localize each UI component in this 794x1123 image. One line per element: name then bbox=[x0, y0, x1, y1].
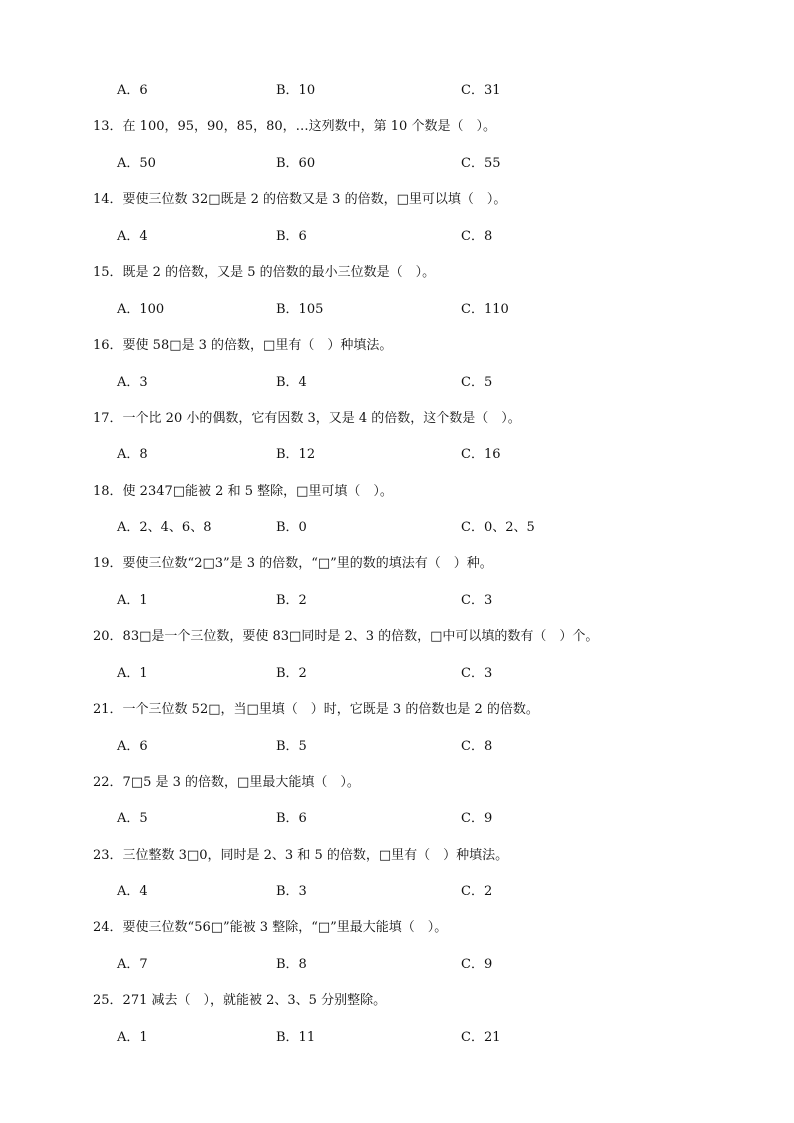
option-b[interactable]: B．4 bbox=[276, 375, 307, 390]
option-c[interactable]: C．21 bbox=[461, 1030, 501, 1045]
option-c[interactable]: C．3 bbox=[461, 593, 493, 608]
question-23 bbox=[0, 845, 794, 867]
question-text: 25．271 减去（ ），就能被 2、3、5 分别整除。 bbox=[93, 993, 387, 1008]
option-c[interactable]: C．8 bbox=[461, 739, 493, 754]
option-c[interactable]: C．8 bbox=[461, 229, 493, 244]
option-c[interactable]: C．0、2、5 bbox=[461, 520, 535, 535]
option-b[interactable]: B．60 bbox=[276, 156, 316, 171]
question-14 bbox=[0, 189, 794, 211]
options-row bbox=[0, 590, 794, 612]
question-text: 22．7□5 是 3 的倍数，□里最大能填（ ）。 bbox=[93, 775, 360, 790]
question-22 bbox=[0, 772, 794, 794]
option-b[interactable]: B．105 bbox=[276, 302, 324, 317]
option-a[interactable]: A．3 bbox=[117, 375, 148, 390]
option-b[interactable]: B．3 bbox=[276, 884, 307, 899]
option-b[interactable]: B．6 bbox=[276, 811, 307, 826]
question-21 bbox=[0, 699, 794, 721]
option-c[interactable]: C．31 bbox=[461, 83, 501, 98]
options-row bbox=[0, 881, 794, 903]
question-15 bbox=[0, 262, 794, 284]
option-b[interactable]: B．0 bbox=[276, 520, 307, 535]
option-a[interactable]: A．1 bbox=[117, 593, 148, 608]
question-13 bbox=[0, 116, 794, 138]
question-19 bbox=[0, 553, 794, 575]
question-text: 20．83□是一个三位数，要使 83□同时是 2、3 的倍数，□中可以填的数有（ ）个。 bbox=[93, 629, 599, 644]
options-row bbox=[0, 444, 794, 466]
options-row bbox=[0, 517, 794, 539]
question-text: 13．在 100，95，90，85，80，…这列数中，第 10 个数是（ ）。 bbox=[93, 119, 496, 134]
question-text: 14．要使三位数 32□既是 2 的倍数又是 3 的倍数，□里可以填（ ）。 bbox=[93, 192, 507, 207]
option-a[interactable]: A．2、4、6、8 bbox=[117, 520, 212, 535]
option-a[interactable]: A．8 bbox=[117, 447, 148, 462]
option-c[interactable]: C．9 bbox=[461, 811, 493, 826]
options-row bbox=[0, 954, 794, 976]
option-a[interactable]: A．1 bbox=[117, 1030, 148, 1045]
option-a[interactable]: A．1 bbox=[117, 666, 148, 681]
option-a[interactable]: A．6 bbox=[117, 83, 148, 98]
question-text: 15．既是 2 的倍数，又是 5 的倍数的最小三位数是（ ）。 bbox=[93, 265, 436, 280]
option-c[interactable]: C．5 bbox=[461, 375, 493, 390]
option-a[interactable]: A．5 bbox=[117, 811, 148, 826]
option-c[interactable]: C．110 bbox=[461, 302, 509, 317]
option-b[interactable]: B．12 bbox=[276, 447, 316, 462]
option-b[interactable]: B．11 bbox=[276, 1030, 316, 1045]
option-a[interactable]: A．4 bbox=[117, 229, 148, 244]
options-row bbox=[0, 153, 794, 175]
options-row bbox=[0, 1027, 794, 1049]
option-a[interactable]: A．4 bbox=[117, 884, 148, 899]
option-c[interactable]: C．9 bbox=[461, 957, 493, 972]
question-16 bbox=[0, 335, 794, 357]
question-24 bbox=[0, 917, 794, 939]
question-text: 24．要使三位数“56□”能被 3 整除，“□”里最大能填（ ）。 bbox=[93, 920, 448, 935]
option-c[interactable]: C．16 bbox=[461, 447, 501, 462]
question-18 bbox=[0, 481, 794, 503]
option-c[interactable]: C．2 bbox=[461, 884, 493, 899]
options-row bbox=[0, 663, 794, 685]
options-row bbox=[0, 736, 794, 758]
options-row bbox=[0, 226, 794, 248]
question-25 bbox=[0, 990, 794, 1012]
option-a[interactable]: A．7 bbox=[117, 957, 148, 972]
question-text: 17．一个比 20 小的偶数，它有因数 3，又是 4 的倍数，这个数是（ ）。 bbox=[93, 411, 521, 426]
option-b[interactable]: B．2 bbox=[276, 666, 307, 681]
question-text: 16．要使 58□是 3 的倍数，□里有（ ）种填法。 bbox=[93, 338, 393, 353]
question-text: 19．要使三位数“2□3”是 3 的倍数，“□”里的数的填法有（ ）种。 bbox=[93, 556, 493, 571]
question-text: 23．三位整数 3□0，同时是 2、3 和 5 的倍数，□里有（ ）种填法。 bbox=[93, 848, 509, 863]
question-17 bbox=[0, 408, 794, 430]
question-text: 21．一个三位数 52□，当□里填（ ）时，它既是 3 的倍数也是 2 的倍数。 bbox=[93, 702, 539, 717]
option-b[interactable]: B．6 bbox=[276, 229, 307, 244]
option-c[interactable]: C．55 bbox=[461, 156, 501, 171]
option-b[interactable]: B．10 bbox=[276, 83, 316, 98]
option-b[interactable]: B．8 bbox=[276, 957, 307, 972]
options-row bbox=[0, 80, 794, 102]
question-20 bbox=[0, 626, 794, 648]
option-a[interactable]: A．100 bbox=[117, 302, 165, 317]
option-c[interactable]: C．3 bbox=[461, 666, 493, 681]
option-a[interactable]: A．50 bbox=[117, 156, 156, 171]
option-b[interactable]: B．2 bbox=[276, 593, 307, 608]
option-a[interactable]: A．6 bbox=[117, 739, 148, 754]
question-text: 18．使 2347□能被 2 和 5 整除，□里可填（ ）。 bbox=[93, 484, 393, 499]
options-row bbox=[0, 372, 794, 394]
option-b[interactable]: B．5 bbox=[276, 739, 307, 754]
options-row bbox=[0, 299, 794, 321]
options-row bbox=[0, 808, 794, 830]
